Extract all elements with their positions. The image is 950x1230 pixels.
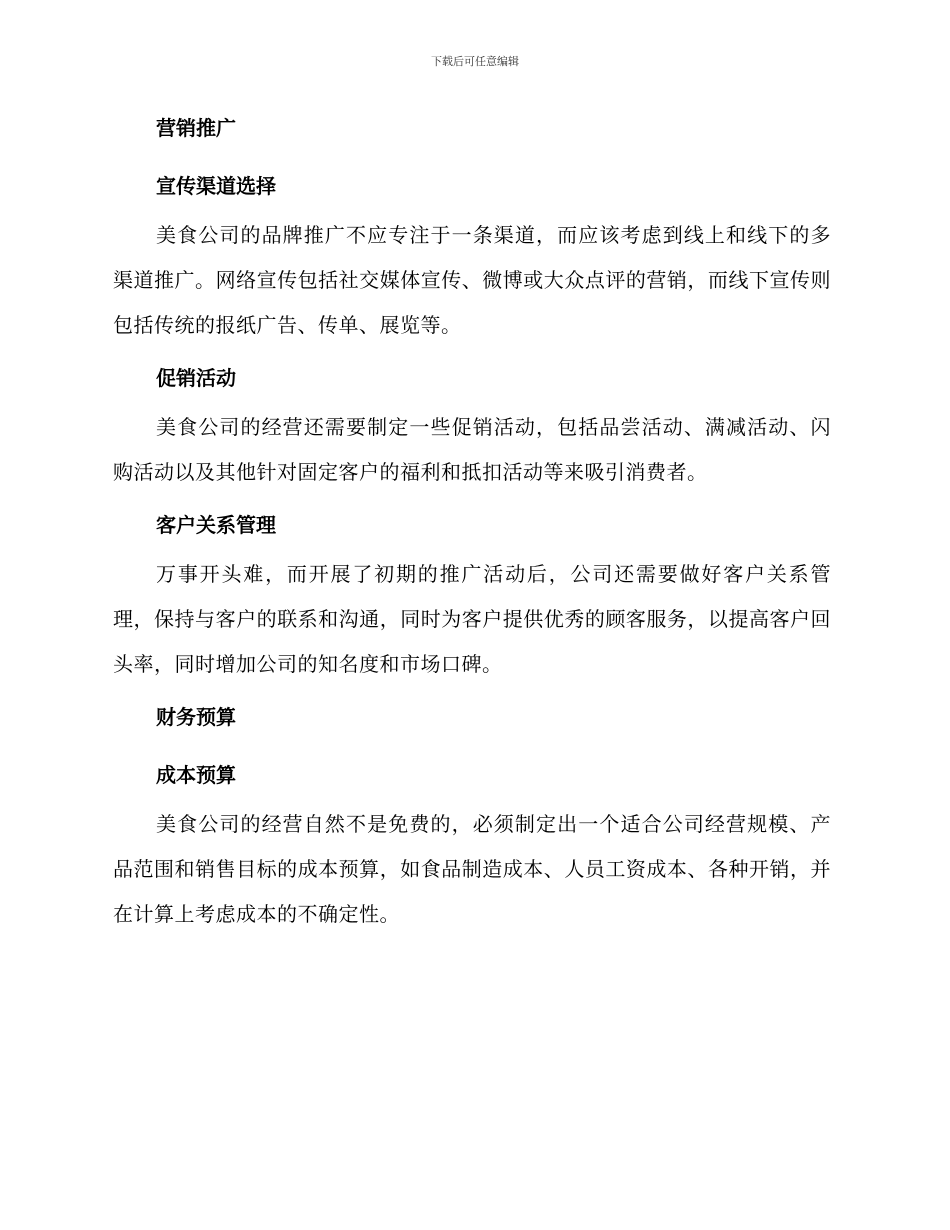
subsection-heading-channel: 宣传渠道选择 [156, 174, 276, 198]
paragraph-channel: 美食公司的品牌推广不应专注于一条渠道，而应该考虑到线上和线下的多渠道推广。网络宣传包括社交媒体宣传、微博或大众点评的营销，而线下宣传则包括传统的报纸广告、传单、展览等。 [113, 223, 831, 337]
subsection-heading-crm: 客户关系管理 [156, 513, 276, 537]
paragraph-crm: 万事开头难，而开展了初期的推广活动后，公司还需要做好客户关系管理，保持与客户的联系和沟通，同时为客户提供优秀的顾客服务，以提高客户回头率，同时增加公司的知名度和市场口碑。 [113, 562, 831, 676]
paragraph-cost: 美食公司的经营自然不是免费的，必须制定出一个适合公司经营规模、产品范围和销售目标的成本预算，如食品制造成本、人员工资成本、各种开销，并在计算上考虑成本的不确定性。 [113, 812, 831, 926]
subsection-heading-cost: 成本预算 [156, 763, 236, 787]
document-body [113, 113, 831, 937]
section-heading-finance: 财务预算 [156, 705, 236, 729]
subsection-heading-promo: 促销活动 [156, 366, 236, 390]
header-note: 下载后可任意编辑 [431, 55, 519, 68]
section-heading-marketing: 营销推广 [156, 116, 236, 140]
paragraph-promo: 美食公司的经营还需要制定一些促销活动，包括品尝活动、满减活动、闪购活动以及其他针对固定客户的福利和抵扣活动等来吸引消费者。 [113, 415, 831, 484]
